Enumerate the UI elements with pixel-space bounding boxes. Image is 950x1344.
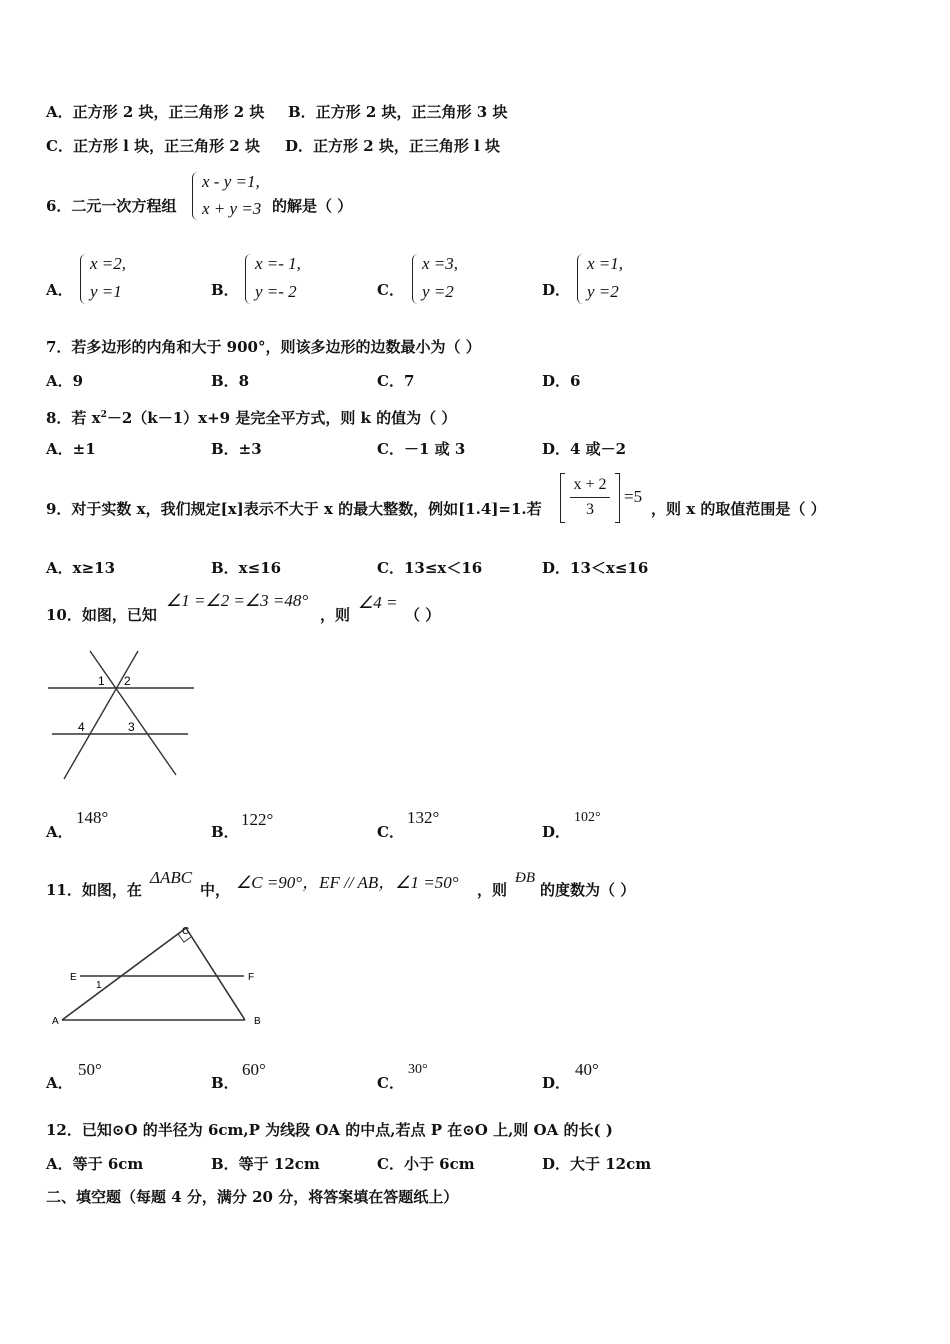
q6-equation-system [192, 172, 282, 220]
q10-option-c-value: 132° [407, 808, 440, 827]
q10-option-b-label: B． [211, 823, 239, 841]
q9-equals: =5 [624, 487, 643, 506]
q5-option-c: C．正方形 l 块，正三角形 2 块 [46, 137, 260, 155]
q6-eq2: x + y =3 [202, 199, 262, 218]
q10-transversal-left [64, 651, 138, 779]
q11-label-c: C [182, 926, 190, 937]
q10-ask: ∠4 = [358, 593, 398, 612]
q12-option-d: D．大于 12cm [542, 1155, 652, 1173]
q11-triangle: ΔABC [150, 868, 193, 887]
q8-option-d: D．4 或－2 [542, 440, 627, 458]
q8-text [46, 405, 456, 428]
q6-option-d-label: D． [542, 281, 571, 299]
q8-option-a: A．±1 [46, 440, 96, 458]
q10-mid: ，则 [320, 606, 351, 624]
q10-option-a-label: A． [46, 823, 73, 841]
q6-option-a-system [80, 254, 160, 304]
q11-condition: ∠C =90°，EF // AB，∠1 =50° [236, 873, 459, 892]
q11-prefix: 11．如图，在 [46, 881, 142, 899]
q8-text-pre: 8．若 x [46, 409, 101, 427]
q11-suffix: 的度数为（ ） [540, 881, 636, 899]
q7-option-b: B．8 [211, 372, 250, 390]
q6-option-d-row1: x =1, [587, 254, 624, 273]
q8-superscript: 2 [100, 410, 107, 420]
q6-option-a-row2: y =1 [90, 282, 122, 301]
q7-option-c: C．7 [377, 372, 415, 390]
q6-option-b-system [245, 254, 325, 304]
q11-mid1: 中， [200, 881, 231, 899]
q10-option-d-label: D． [542, 823, 571, 841]
q11-label-e: E [70, 972, 77, 983]
q10-figure [44, 645, 199, 785]
q10-suffix: （ ） [405, 606, 441, 624]
q10-option-b-value: 122° [241, 810, 274, 829]
q9-floor-fraction [560, 473, 620, 523]
q6-suffix: 的解是（ ） [272, 197, 353, 215]
q10-label-2: 2 [124, 674, 131, 688]
q11-option-c-label: C． [377, 1074, 404, 1092]
q11-label-f: F [248, 972, 255, 983]
q9-option-d: D．13＜x≤16 [542, 559, 649, 577]
q6-option-c-row1: x =3, [422, 254, 459, 273]
q6-option-d-row2: y =2 [587, 282, 619, 301]
q10-option-d-value: 102° [574, 810, 601, 825]
q9-denominator: 3 [586, 501, 594, 518]
section-2-heading: 二、填空题（每题 4 分，满分 20 分，将答案填在答题纸上） [46, 1188, 459, 1206]
q10-option-c-label: C． [377, 823, 404, 841]
q6-option-a-row1: x =2, [90, 254, 127, 273]
q9-option-a: A．x≥13 [46, 559, 116, 577]
q11-option-c-value: 30° [408, 1062, 428, 1077]
q6-option-c-system [412, 254, 492, 304]
q11-option-a-value: 50° [78, 1060, 102, 1079]
q6-option-d-system [577, 254, 657, 304]
q7-text: 7．若多边形的内角和大于 900°，则该多边形的边数最小为（ ） [46, 338, 481, 356]
q6-eq1: x - y =1, [202, 172, 260, 191]
q11-option-a-label: A． [46, 1074, 73, 1092]
q5-option-b: B．正方形 2 块，正三角形 3 块 [288, 103, 508, 121]
q8-option-c: C．－1 或 3 [377, 440, 466, 458]
q11-option-b-value: 60° [242, 1060, 266, 1079]
q11-label-a: A [52, 1016, 59, 1027]
q9-option-b: B．x≤16 [211, 559, 282, 577]
q10-condition: ∠1 =∠2 =∠3 =48° [166, 591, 309, 610]
q8-option-b: B．±3 [211, 440, 262, 458]
q11-option-b-label: B． [211, 1074, 239, 1092]
q7-option-d: D．6 [542, 372, 581, 390]
q12-text: 12．已知⊙O 的半径为 6cm,P 为线段 OA 的中点,若点 P 在⊙O 上,则 OA 的长( ) [46, 1121, 613, 1139]
q11-label-1: 1 [96, 980, 102, 991]
q6-option-b-row2: y =- 2 [255, 282, 297, 301]
q7-option-a: A．9 [46, 372, 84, 390]
q10-prefix: 10．如图，已知 [46, 606, 157, 624]
q9-suffix: ，则 x 的取值范围是（ ） [651, 500, 826, 518]
q11-side-cb [186, 928, 245, 1020]
q10-label-4: 4 [78, 720, 85, 734]
q9-option-c: C．13≤x＜16 [377, 559, 483, 577]
q12-option-b: B．等于 12cm [211, 1155, 320, 1173]
q12-option-a: A．等于 6cm [46, 1155, 144, 1173]
q12-option-c: C．小于 6cm [377, 1155, 475, 1173]
q6-option-c-label: C． [377, 281, 404, 299]
q11-figure [44, 922, 274, 1034]
q5-option-d: D．正方形 2 块，正三角形 l 块 [285, 137, 501, 155]
q5-option-a: A．正方形 2 块，正三角形 2 块 [46, 103, 265, 121]
q6-option-b-label: B． [211, 281, 239, 299]
q10-option-a-value: 148° [76, 808, 109, 827]
q9-numerator: x + 2 [573, 476, 607, 493]
q6-option-a-label: A． [46, 281, 73, 299]
q8-text-post: －2（k－1）x+9 是完全平方式，则 k 的值为（ ） [106, 409, 457, 427]
q11-option-d-label: D． [542, 1074, 571, 1092]
q6-option-b-row1: x =- 1, [255, 254, 301, 273]
q10-label-3: 3 [128, 720, 135, 734]
q11-mid2: ，则 [477, 881, 508, 899]
q11-option-d-value: 40° [575, 1060, 599, 1079]
q9-text: 9．对于实数 x，我们规定[x]表示不大于 x 的最大整数，例如[1.4]=1.若 [46, 500, 542, 518]
q11-ask: ÐB [515, 870, 535, 886]
q11-side-ac [62, 928, 186, 1020]
q10-label-1: 1 [98, 674, 105, 688]
q6-option-c-row2: y =2 [422, 282, 454, 301]
q11-label-b: B [254, 1016, 261, 1027]
q6-prefix: 6．二元一次方程组 [46, 197, 177, 215]
